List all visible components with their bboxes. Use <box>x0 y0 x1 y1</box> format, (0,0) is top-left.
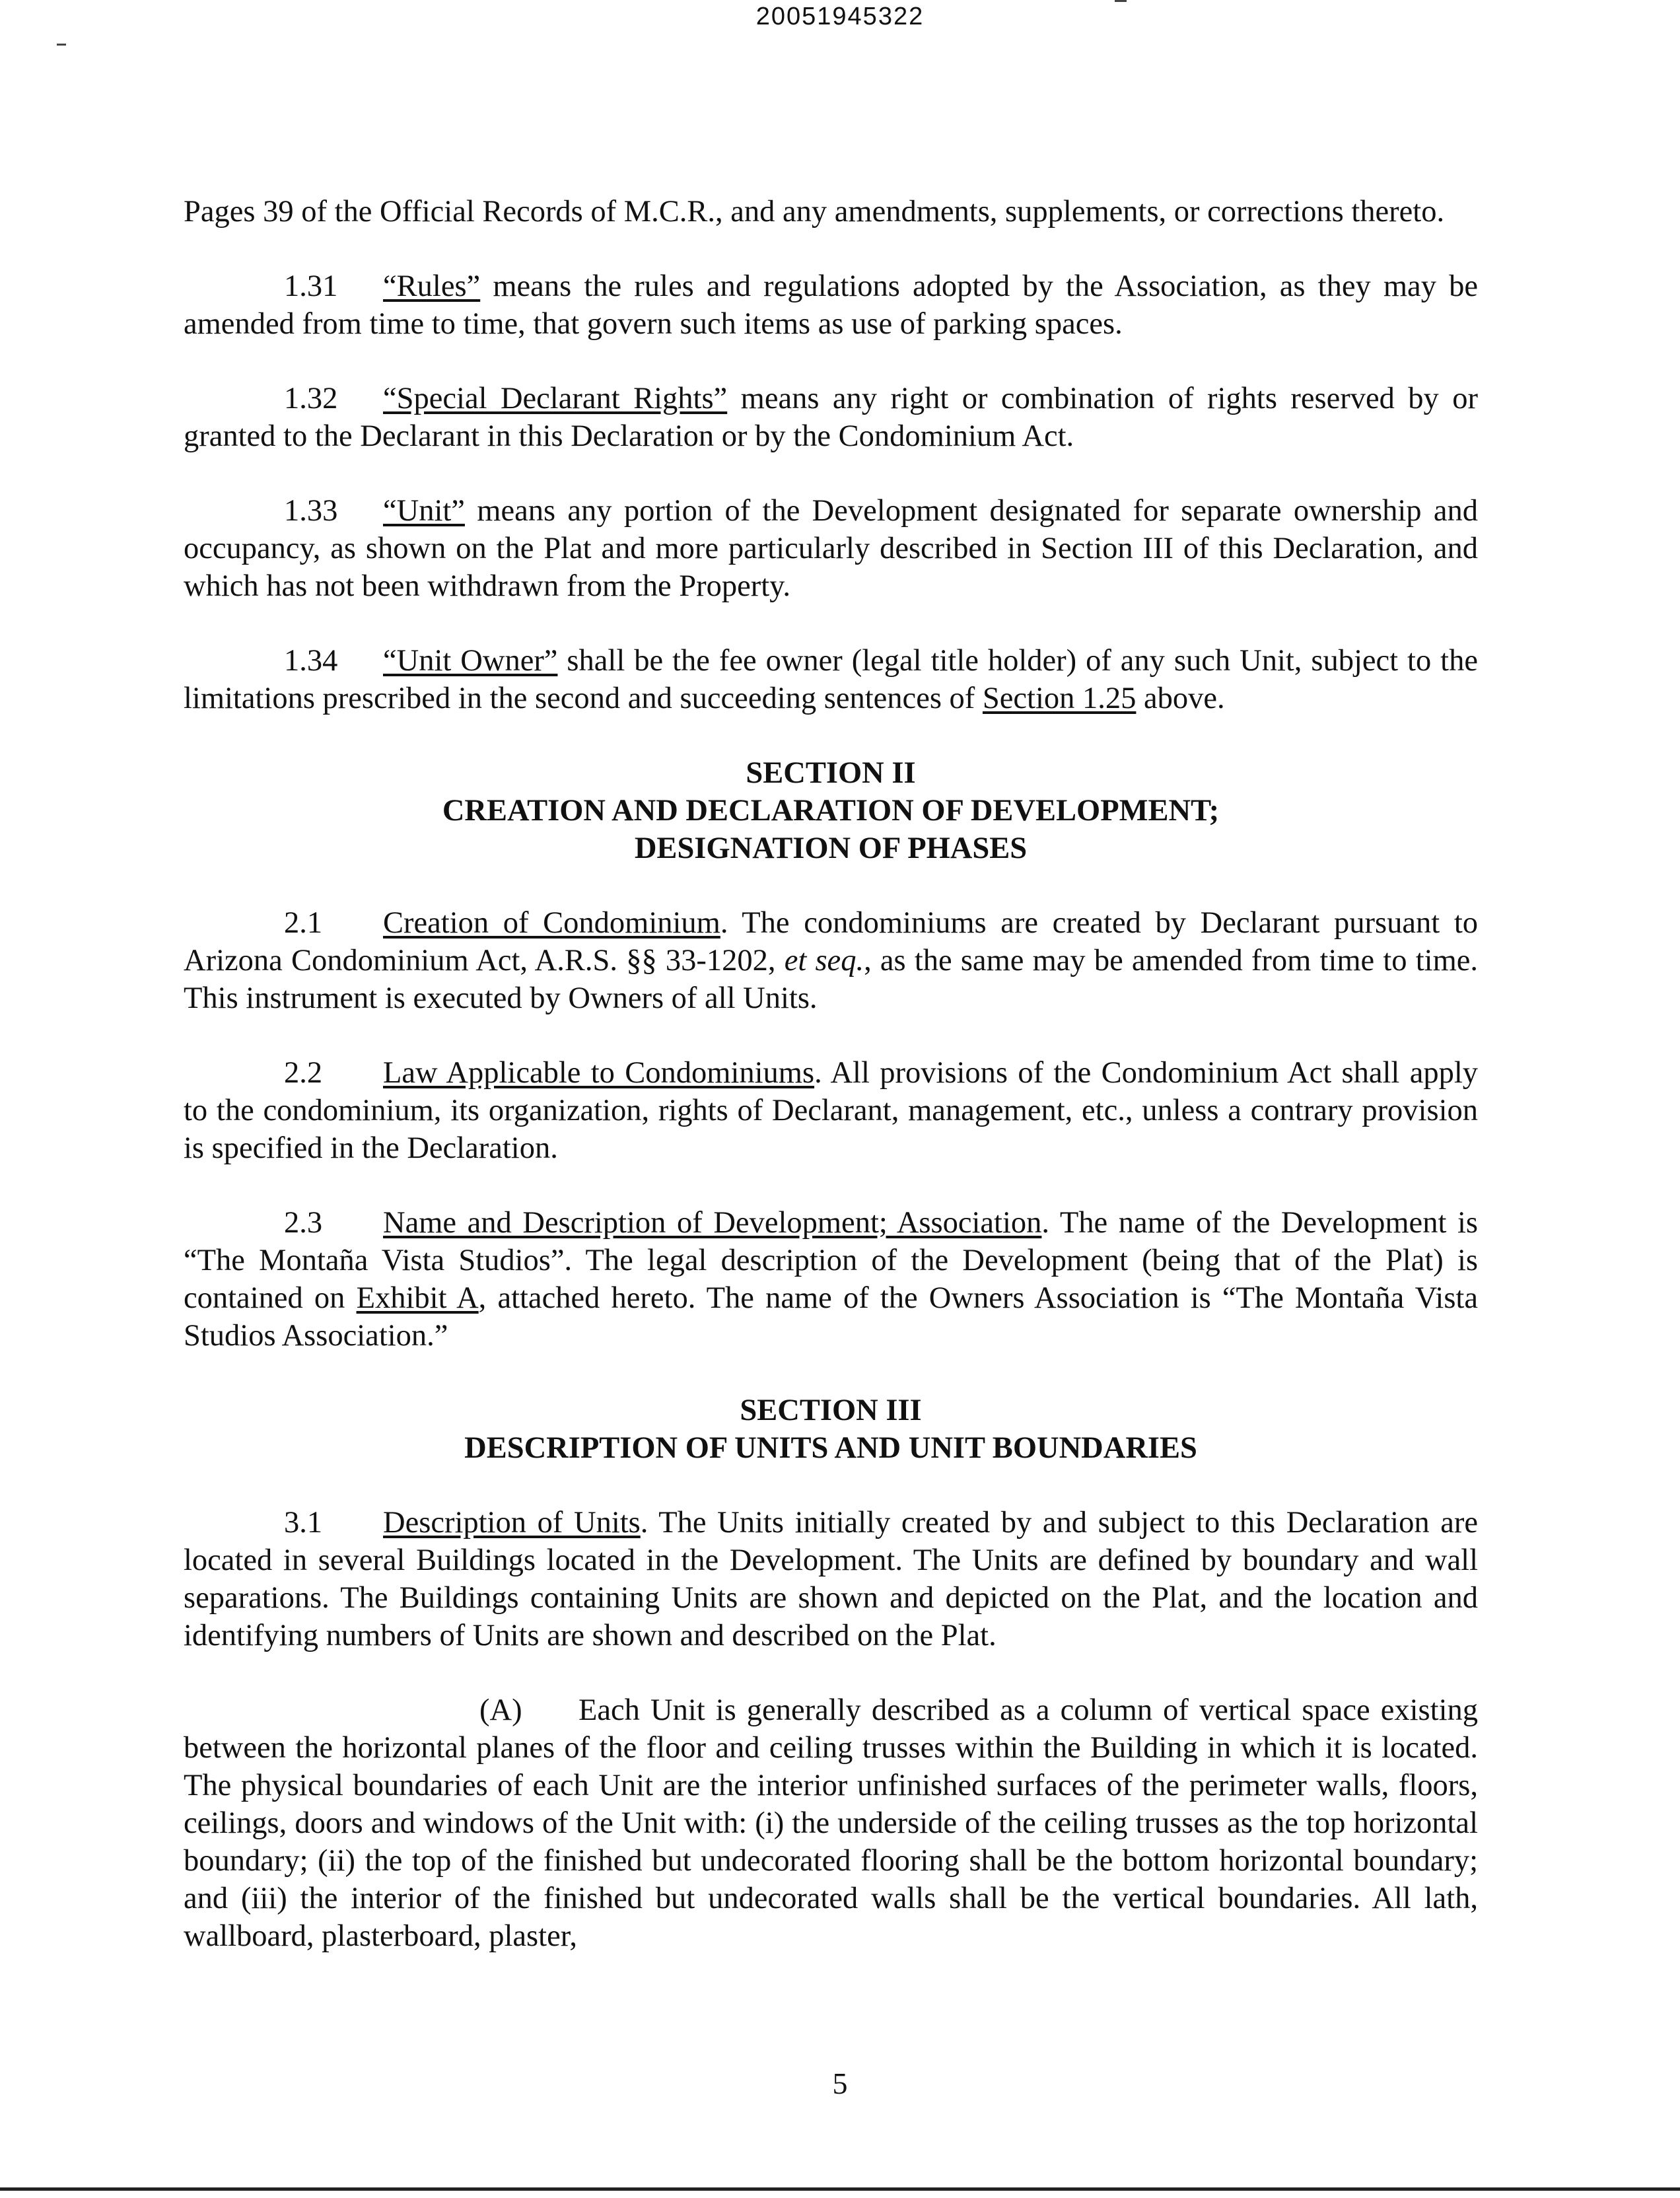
opening-paragraph: Pages 39 of the Official Records of M.C.R., and any amendments, supplements, or corrections thereto. <box>184 195 1445 229</box>
scan-bottom-edge <box>0 2187 1680 2191</box>
definition-1-31 <box>184 267 1478 343</box>
definition-term: “Unit Owner” <box>383 644 558 678</box>
paragraph-number: 2.3 <box>284 1206 323 1240</box>
paragraph-title: Law Applicable to Condominiums <box>383 1056 815 1090</box>
definition-text: shall be the fee owner (legal title holder) of any such Unit, subject to the limitations prescribed in the second and succeeding sentences of <box>184 644 1478 715</box>
definition-1-34 <box>184 642 1478 717</box>
section-2-title-line-2: DESIGNATION OF PHASES <box>634 832 1028 865</box>
section-3-title: DESCRIPTION OF UNITS AND UNIT BOUNDARIES <box>464 1431 1197 1465</box>
definition-text: means any right or combination of rights reserved by or granted to the Declarant in this Declaration or by the Condominium Act. <box>184 382 1478 453</box>
paragraph-2-1: 2.1 Creation of Condominium. The condominiums are created by Declarant pursuant to Arizona Condominium Act, A.R.S. §§ 33-1202, et seq., as the same may be amended from time to time. This instrument is executed by Owners of all Units. <box>184 904 1478 1017</box>
section-3-heading <box>184 1392 1478 1467</box>
definition-text: means any portion of the Development designated for separate ownership and occupancy, as shown on the Plat and more particularly described in Section III of this Declaration, and which has not been withdrawn from the Property. <box>184 494 1478 603</box>
definition-1-32 <box>184 380 1478 455</box>
document-number: 20051945322 <box>755 3 925 30</box>
scan-speck <box>1115 0 1127 2</box>
section-3-number: SECTION III <box>740 1394 922 1427</box>
paragraph-2-2: 2.2 Law Applicable to Condominiums. All provisions of the Condominium Act shall apply to the condominium, its organization, rights of Declarant, management, etc., unless a contrary provision is specified in the Declaration. <box>184 1054 1478 1167</box>
section-reference-link: Section 1.25 <box>982 682 1137 715</box>
paragraph-number: 2.2 <box>284 1056 323 1090</box>
paragraph-number: 2.1 <box>284 906 323 940</box>
paragraph-title: Creation of Condominium <box>383 906 720 940</box>
section-2-title-line-1: CREATION AND DECLARATION OF DEVELOPMENT; <box>442 794 1220 828</box>
definition-term: “Special Declarant Rights” <box>383 382 728 415</box>
exhibit-reference-link: Exhibit A <box>356 1281 479 1315</box>
paragraph-2-3: 2.3 Name and Description of Development; Association. The name of the Development is “The Montaña Vista Studios”. The legal description of the Development (being that of the Plat) is contained on Exhibit A, attached hereto. The name of the Owners Association is “The Montaña Vista Studios Association.” <box>184 1204 1478 1355</box>
page-number: 5 <box>832 2067 848 2100</box>
definition-number: 1.31 <box>284 269 338 303</box>
paragraph-title: Description of Units <box>383 1506 641 1540</box>
definition-term: “Rules” <box>383 269 481 303</box>
section-2-number: SECTION II <box>746 756 916 790</box>
subparagraph-label: (A) <box>479 1693 522 1727</box>
paragraph-title: Name and Description of Development; Association <box>383 1206 1042 1240</box>
paragraph-3-1-a: (A) Each Unit is generally described as a column of vertical space existing between the horizontal planes of the floor and ceiling trusses within the Building in which it is located. The physical boundaries of each Unit are the interior unfinished surfaces of the perimeter walls, floors, ceilings, doors and windows of the Unit with: (i) the underside of the ceiling trusses as the top horizontal boundary; (ii) the top of the finished but undecorated flooring shall be the bottom horizontal boundary; and (iii) the interior of the finished but undecorated walls shall be the vertical boundaries. All lath, wallboard, plasterboard, plaster, <box>184 1691 1478 1955</box>
definition-number: 1.34 <box>284 644 338 678</box>
paragraph-number: 3.1 <box>284 1506 323 1540</box>
definition-term: “Unit” <box>383 494 465 528</box>
definition-tail: above. <box>1136 682 1225 715</box>
section-2-heading <box>184 754 1478 867</box>
document-body <box>184 193 1478 1992</box>
scan-speck <box>57 44 66 46</box>
definition-text: means the rules and regulations adopted by the Association, as they may be amended from time to time, that govern such items as use of parking spaces. <box>184 269 1478 341</box>
definition-number: 1.33 <box>284 494 338 528</box>
definition-number: 1.32 <box>284 382 338 415</box>
definition-1-33 <box>184 492 1478 605</box>
paragraph-3-1: 3.1 Description of Units. The Units initially created by and subject to this Declaration are located in several Buildings located in the Development. The Units are defined by boundary and wall separations. The Buildings containing Units are shown and depicted on the Plat, and the location and identifying numbers of Units are shown and described on the Plat. <box>184 1504 1478 1654</box>
